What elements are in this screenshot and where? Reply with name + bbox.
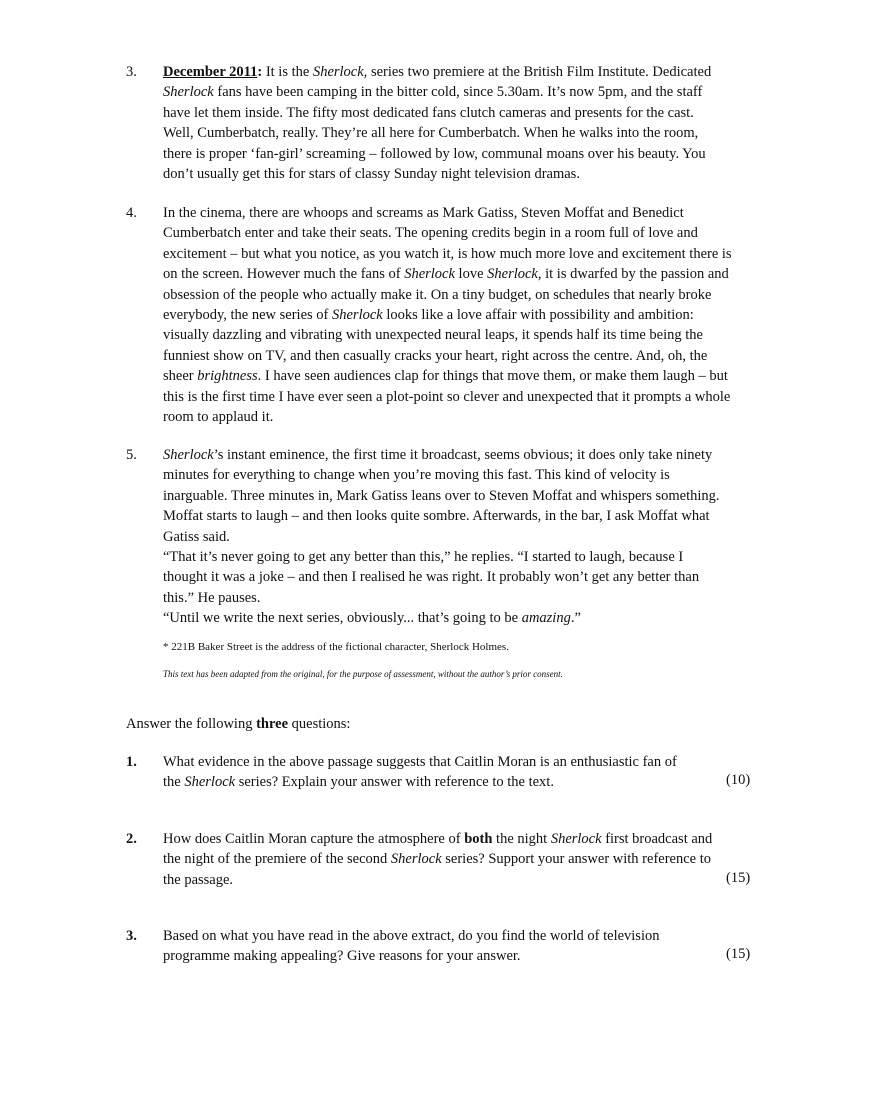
question-marks: (10) xyxy=(726,772,751,788)
text-segment: first broadcast and xyxy=(601,831,713,847)
text-segment: Sherlock xyxy=(550,831,602,847)
text-segment: . I have seen audiences clap for things that move them, or make them laugh – but xyxy=(257,368,728,385)
text-line xyxy=(163,82,783,102)
text-segment: the night xyxy=(492,831,551,847)
text-line xyxy=(163,946,783,966)
text-line xyxy=(163,387,783,407)
question-instructions xyxy=(126,716,350,733)
paragraph-text xyxy=(163,203,783,427)
instructions-bold: three xyxy=(256,716,289,732)
text-segment: there is proper ‘fan-girl’ screaming – followed by low, communal moans over his beauty. You xyxy=(163,145,706,162)
text-segment: , it is dwarfed by the passion and xyxy=(537,266,729,283)
text-segment: series? Support your answer with reference to xyxy=(441,851,712,868)
paragraph-number: 4. xyxy=(126,205,137,221)
paragraph-number: 3. xyxy=(126,64,137,80)
text-segment: Sherlock xyxy=(163,84,214,101)
text-segment: fans have been camping in the bitter cold, since 5.30am. It’s now 5pm, and the staff xyxy=(213,84,703,101)
text-line xyxy=(163,465,783,485)
question-number: 1. xyxy=(126,754,137,770)
question-number: 2. xyxy=(126,831,137,847)
text-line xyxy=(163,829,783,849)
text-line xyxy=(163,203,783,223)
text-segment: What evidence in the above passage suggests that Caitlin Moran is an enthusiastic fan of xyxy=(163,754,677,770)
question-marks: (15) xyxy=(726,946,751,962)
text-segment: series? Explain your answer with reference to the text. xyxy=(235,774,554,791)
text-line xyxy=(163,547,783,567)
text-line xyxy=(163,608,783,628)
text-line xyxy=(163,926,783,946)
text-line xyxy=(163,567,783,587)
text-segment: Sherlock xyxy=(404,266,455,283)
text-segment: everybody, the new series of xyxy=(163,307,332,324)
text-segment: looks like a love affair with possibility and ambition: xyxy=(382,307,694,324)
text-line xyxy=(163,407,783,427)
text-segment: the xyxy=(163,774,185,791)
text-line xyxy=(163,486,783,506)
question-marks: (15) xyxy=(726,870,751,886)
text-segment: this.” He pauses. xyxy=(163,589,261,606)
text-line xyxy=(163,346,783,366)
question-text xyxy=(163,926,783,967)
text-line xyxy=(163,144,783,164)
text-segment: sheer xyxy=(163,368,198,385)
text-segment: Sherlock xyxy=(163,447,214,463)
text-line xyxy=(163,870,783,890)
text-segment: both xyxy=(464,831,493,847)
text-segment: have let them inside. The fifty most dedicated fans clutch cameras and presents for the cast. xyxy=(163,104,694,121)
instructions-text-end: questions: xyxy=(288,716,351,732)
adaptation-note: This text has been adapted from the original, for the purpose of assessment, without the author’s prior consent. xyxy=(163,669,563,679)
text-segment: room to applaud it. xyxy=(163,409,274,426)
date-heading: December 2011 xyxy=(163,64,258,80)
text-line xyxy=(163,527,783,547)
text-line xyxy=(163,264,783,284)
text-line xyxy=(163,506,783,526)
text-segment: series two premiere at the British Film Institute. Dedicated xyxy=(367,64,712,80)
text-segment: In the cinema, there are whoops and screams as Mark Gatiss, Steven Moffat and Benedict xyxy=(163,205,684,221)
text-segment: excitement – but what you notice, as you watch it, is how much more love and excitement there is xyxy=(163,245,732,262)
text-segment: programme making appealing? Give reasons for your answer. xyxy=(163,948,521,965)
text-segment: Well, Cumberbatch, really. They’re all here for Cumberbatch. When he walks into the room, xyxy=(163,125,699,142)
question-text xyxy=(163,829,783,890)
text-segment: inarguable. Three minutes in, Mark Gatiss leans over to Steven Moffat and whispers something. xyxy=(163,487,720,504)
text-segment: visually dazzling and vibrating with unexpected neural leaps, it spends half its time being the xyxy=(163,327,703,344)
text-line xyxy=(163,366,783,386)
text-segment: ’s instant eminence, the first time it broadcast, seems obvious; it does only take ninety xyxy=(213,447,713,463)
text-segment: Based on what you have read in the above extract, do you find the world of television xyxy=(163,928,660,944)
text-segment: minutes for everything to change when you’re moving this fast. This kind of velocity is xyxy=(163,467,670,484)
text-segment: Gatiss said. xyxy=(163,528,230,545)
paragraph-number: 5. xyxy=(126,447,137,463)
text-segment: thought it was a joke – and then I realised he was right. It probably won’t get any better than xyxy=(163,569,700,586)
text-line xyxy=(163,244,783,264)
text-segment: Sherlock xyxy=(184,774,236,791)
text-line xyxy=(163,305,783,325)
text-line xyxy=(163,752,783,772)
text-segment: the passage. xyxy=(163,871,234,888)
text-segment: How does Caitlin Moran capture the atmosphere of xyxy=(163,831,465,847)
text-line xyxy=(163,849,783,869)
instructions-text: Answer the following xyxy=(126,716,257,732)
text-segment: “Until we write the next series, obviously... that’s going to be xyxy=(163,610,522,627)
text-segment: Sherlock xyxy=(390,851,442,868)
text-segment: brightness xyxy=(197,368,258,385)
text-segment: Sherlock, xyxy=(312,64,368,80)
question-text xyxy=(163,752,783,793)
text-segment: the night of the premiere of the second xyxy=(163,851,391,868)
paragraph-text xyxy=(163,62,783,184)
text-line xyxy=(163,164,783,184)
text-segment: on the screen. However much the fans of xyxy=(163,266,405,283)
text-segment: funniest show on TV, and then casually cracks your heart, right across the centre. And, oh, the xyxy=(163,347,708,364)
text-segment: Sherlock xyxy=(487,266,538,283)
paragraph-text xyxy=(163,445,783,629)
text-segment: .” xyxy=(570,610,581,627)
text-segment: this is the first time I have ever seen a plot-point so clever and unexpected that it prompts a whole xyxy=(163,388,731,405)
text-segment: don’t usually get this for stars of classy Sunday night television dramas. xyxy=(163,166,580,183)
text-line xyxy=(163,325,783,345)
text-segment: Sherlock xyxy=(331,307,383,324)
text-line xyxy=(163,123,783,143)
text-line xyxy=(163,772,783,792)
text-line xyxy=(163,588,783,608)
text-line xyxy=(163,103,783,123)
question-number: 3. xyxy=(126,928,137,944)
text-segment: amazing xyxy=(521,610,571,627)
text-line xyxy=(163,285,783,305)
text-segment: obsession of the people who actually make it. On a tiny budget, on schedules that nearly broke xyxy=(163,286,712,303)
text-line xyxy=(163,62,783,82)
text-segment: love xyxy=(454,266,488,283)
text-segment: It is the xyxy=(262,64,313,80)
text-segment: Moffat starts to laugh – and then looks quite sombre. Afterwards, in the bar, I ask Moffat what xyxy=(163,508,710,525)
text-line xyxy=(163,445,783,465)
date-heading-colon: : xyxy=(257,64,263,80)
footnote: * 221B Baker Street is the address of the fictional character, Sherlock Holmes. xyxy=(163,641,509,653)
text-segment: Cumberbatch enter and take their seats. The opening credits begin in a room full of love and xyxy=(163,225,698,242)
text-segment: “That it’s never going to get any better than this,” he replies. “I started to laugh, because I xyxy=(163,549,684,566)
text-line xyxy=(163,223,783,243)
